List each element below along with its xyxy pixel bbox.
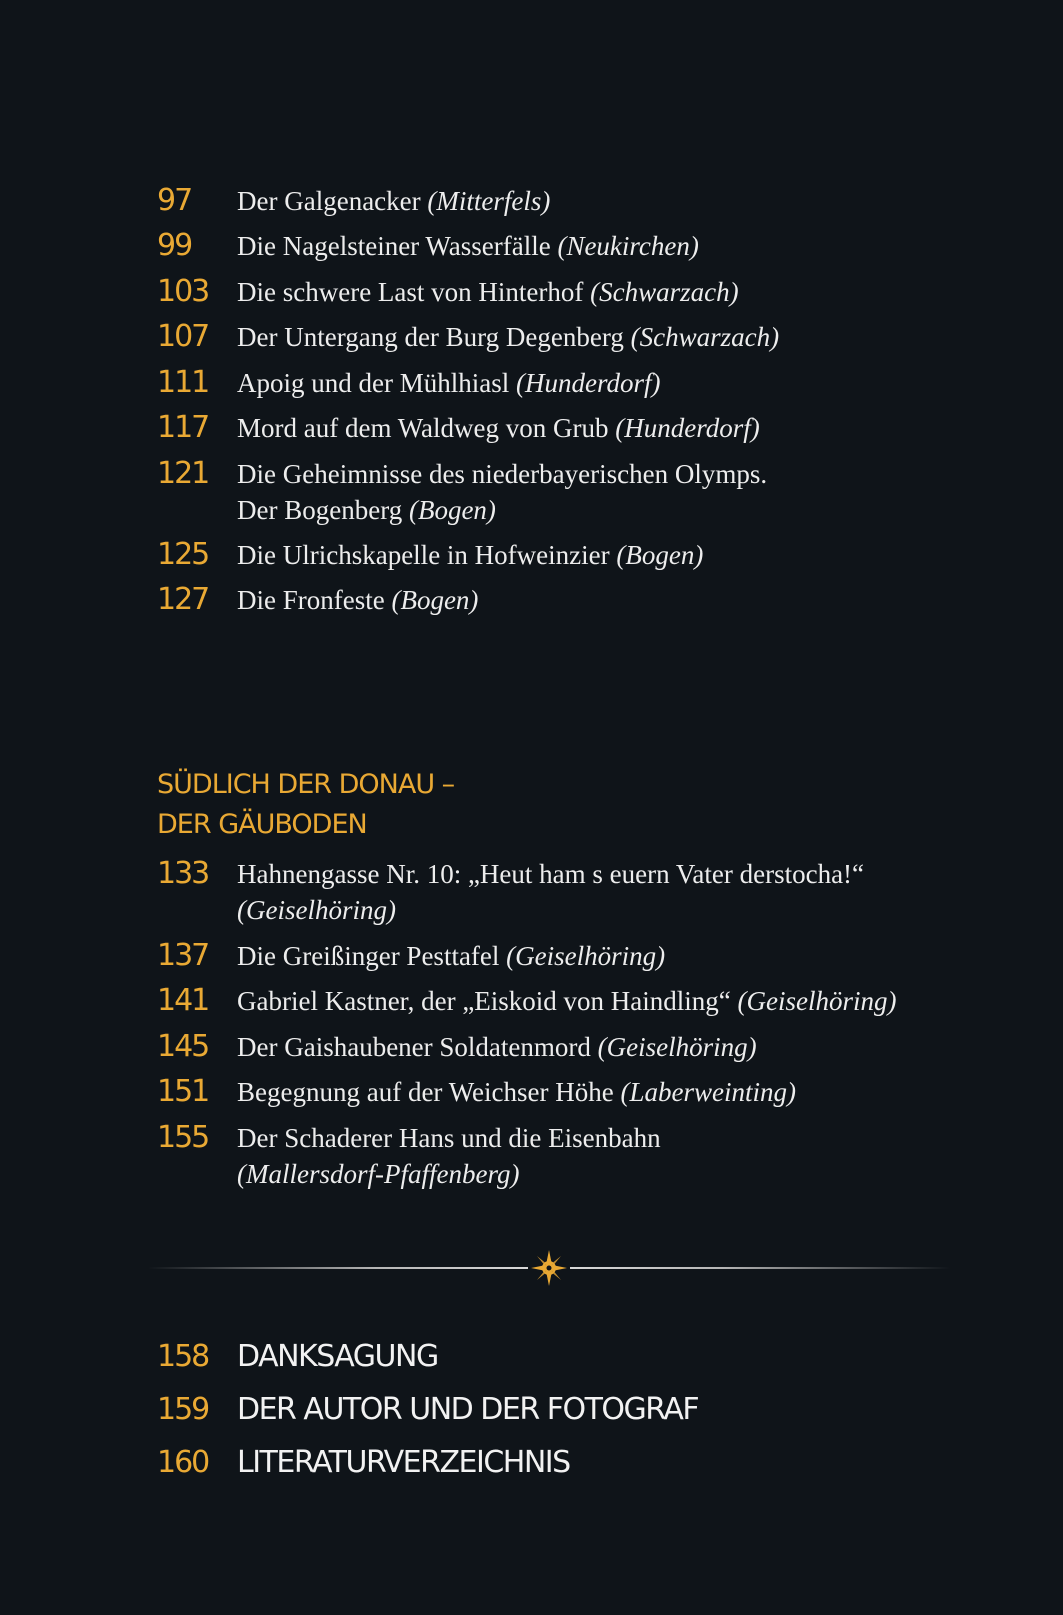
entry-place: (Mallersdorf-Pfaffenberg) <box>237 1159 520 1189</box>
page-number: 141 <box>157 983 209 1018</box>
divider-line-left <box>148 1267 528 1269</box>
entry-place: (Mitterfels) <box>427 186 551 216</box>
entry-title: Die schwere Last von Hinterhof (Schwarzach) <box>237 277 739 307</box>
page-number: 151 <box>157 1074 209 1109</box>
entry-place: (Schwarzach) <box>590 277 739 307</box>
page-number: 97 <box>157 183 192 218</box>
page-number: 117 <box>157 410 209 445</box>
entry-place: (Hunderdorf) <box>615 413 760 443</box>
page-number: 127 <box>157 582 209 617</box>
page-number: 159 <box>157 1392 209 1427</box>
entry-title: Die Ulrichskapelle in Hofweinzier (Bogen) <box>237 540 704 570</box>
entry-title: DANKSAGUNG <box>237 1339 438 1374</box>
section-heading-line: DER GÄUBODEN <box>157 809 367 840</box>
entry-title: Die Geheimnisse des niederbayerischen Olymps. <box>237 459 768 489</box>
entry-place: (Neukirchen) <box>557 231 699 261</box>
page-number: 160 <box>157 1445 209 1480</box>
page-number: 145 <box>157 1029 209 1064</box>
entry-title: Gabriel Kastner, der „Eiskoid von Haindling“ (Geiselhöring) <box>237 986 897 1016</box>
entry-title: Die Nagelsteiner Wasserfälle (Neukirchen) <box>237 231 699 261</box>
entry-title: Die Greißinger Pesttafel (Geiselhöring) <box>237 941 666 971</box>
page-number: 155 <box>157 1120 209 1155</box>
page-number: 103 <box>157 274 209 309</box>
entry-place: (Geiselhöring) <box>506 941 666 971</box>
entry-place: (Schwarzach) <box>630 322 780 352</box>
entry-place: (Geiselhöring) <box>597 1032 757 1062</box>
entry-title: Der Untergang der Burg Degenberg (Schwarzach) <box>237 322 780 352</box>
entry-place: (Geiselhöring) <box>237 895 396 925</box>
page-number: 111 <box>157 365 209 400</box>
entry-title-continued <box>237 892 396 928</box>
page-number: 133 <box>157 856 209 891</box>
entry-place: (Bogen) <box>408 495 496 525</box>
page-number: 99 <box>157 228 192 263</box>
compass-rose-icon <box>529 1248 569 1288</box>
entry-title: Hahnengasse Nr. 10: „Heut ham s euern Vater derstocha!“ <box>237 859 865 889</box>
entry-title: Der Schaderer Hans und die Eisenbahn <box>237 1123 661 1153</box>
section-heading-line: SÜDLICH DER DONAU – <box>157 769 455 800</box>
entry-title: DER AUTOR UND DER FOTOGRAF <box>237 1392 699 1427</box>
entry-place: (Laberweinting) <box>620 1077 796 1107</box>
entry-place: (Geiselhöring) <box>737 986 897 1016</box>
divider-line-right <box>570 1267 950 1269</box>
page-number: 125 <box>157 537 209 572</box>
page-number: 158 <box>157 1339 209 1374</box>
page-number: 107 <box>157 319 209 354</box>
ornamental-divider <box>148 1248 950 1288</box>
section-heading <box>157 765 454 845</box>
entry-title: LITERATURVERZEICHNIS <box>237 1445 570 1480</box>
entry-title: Der Galgenacker (Mitterfels) <box>237 186 551 216</box>
page-number: 121 <box>157 456 209 491</box>
entry-title: Mord auf dem Waldweg von Grub (Hunderdorf) <box>237 413 760 443</box>
entry-title: Begegnung auf der Weichser Höhe (Laberweinting) <box>237 1077 796 1107</box>
entry-title-continued <box>237 1156 519 1192</box>
entry-title: Die Fronfeste (Bogen) <box>237 585 479 615</box>
entry-place: (Hunderdorf) <box>515 368 661 398</box>
page-number: 137 <box>157 938 209 973</box>
entry-place: (Bogen) <box>391 585 479 615</box>
entry-title: Apoig und der Mühlhiasl (Hunderdorf) <box>237 368 661 398</box>
entry-title-continued: Der Bogenberg (Bogen) <box>237 495 496 525</box>
entry-place: (Bogen) <box>616 540 704 570</box>
entry-title: Der Gaishaubener Soldatenmord (Geiselhöring) <box>237 1032 757 1062</box>
